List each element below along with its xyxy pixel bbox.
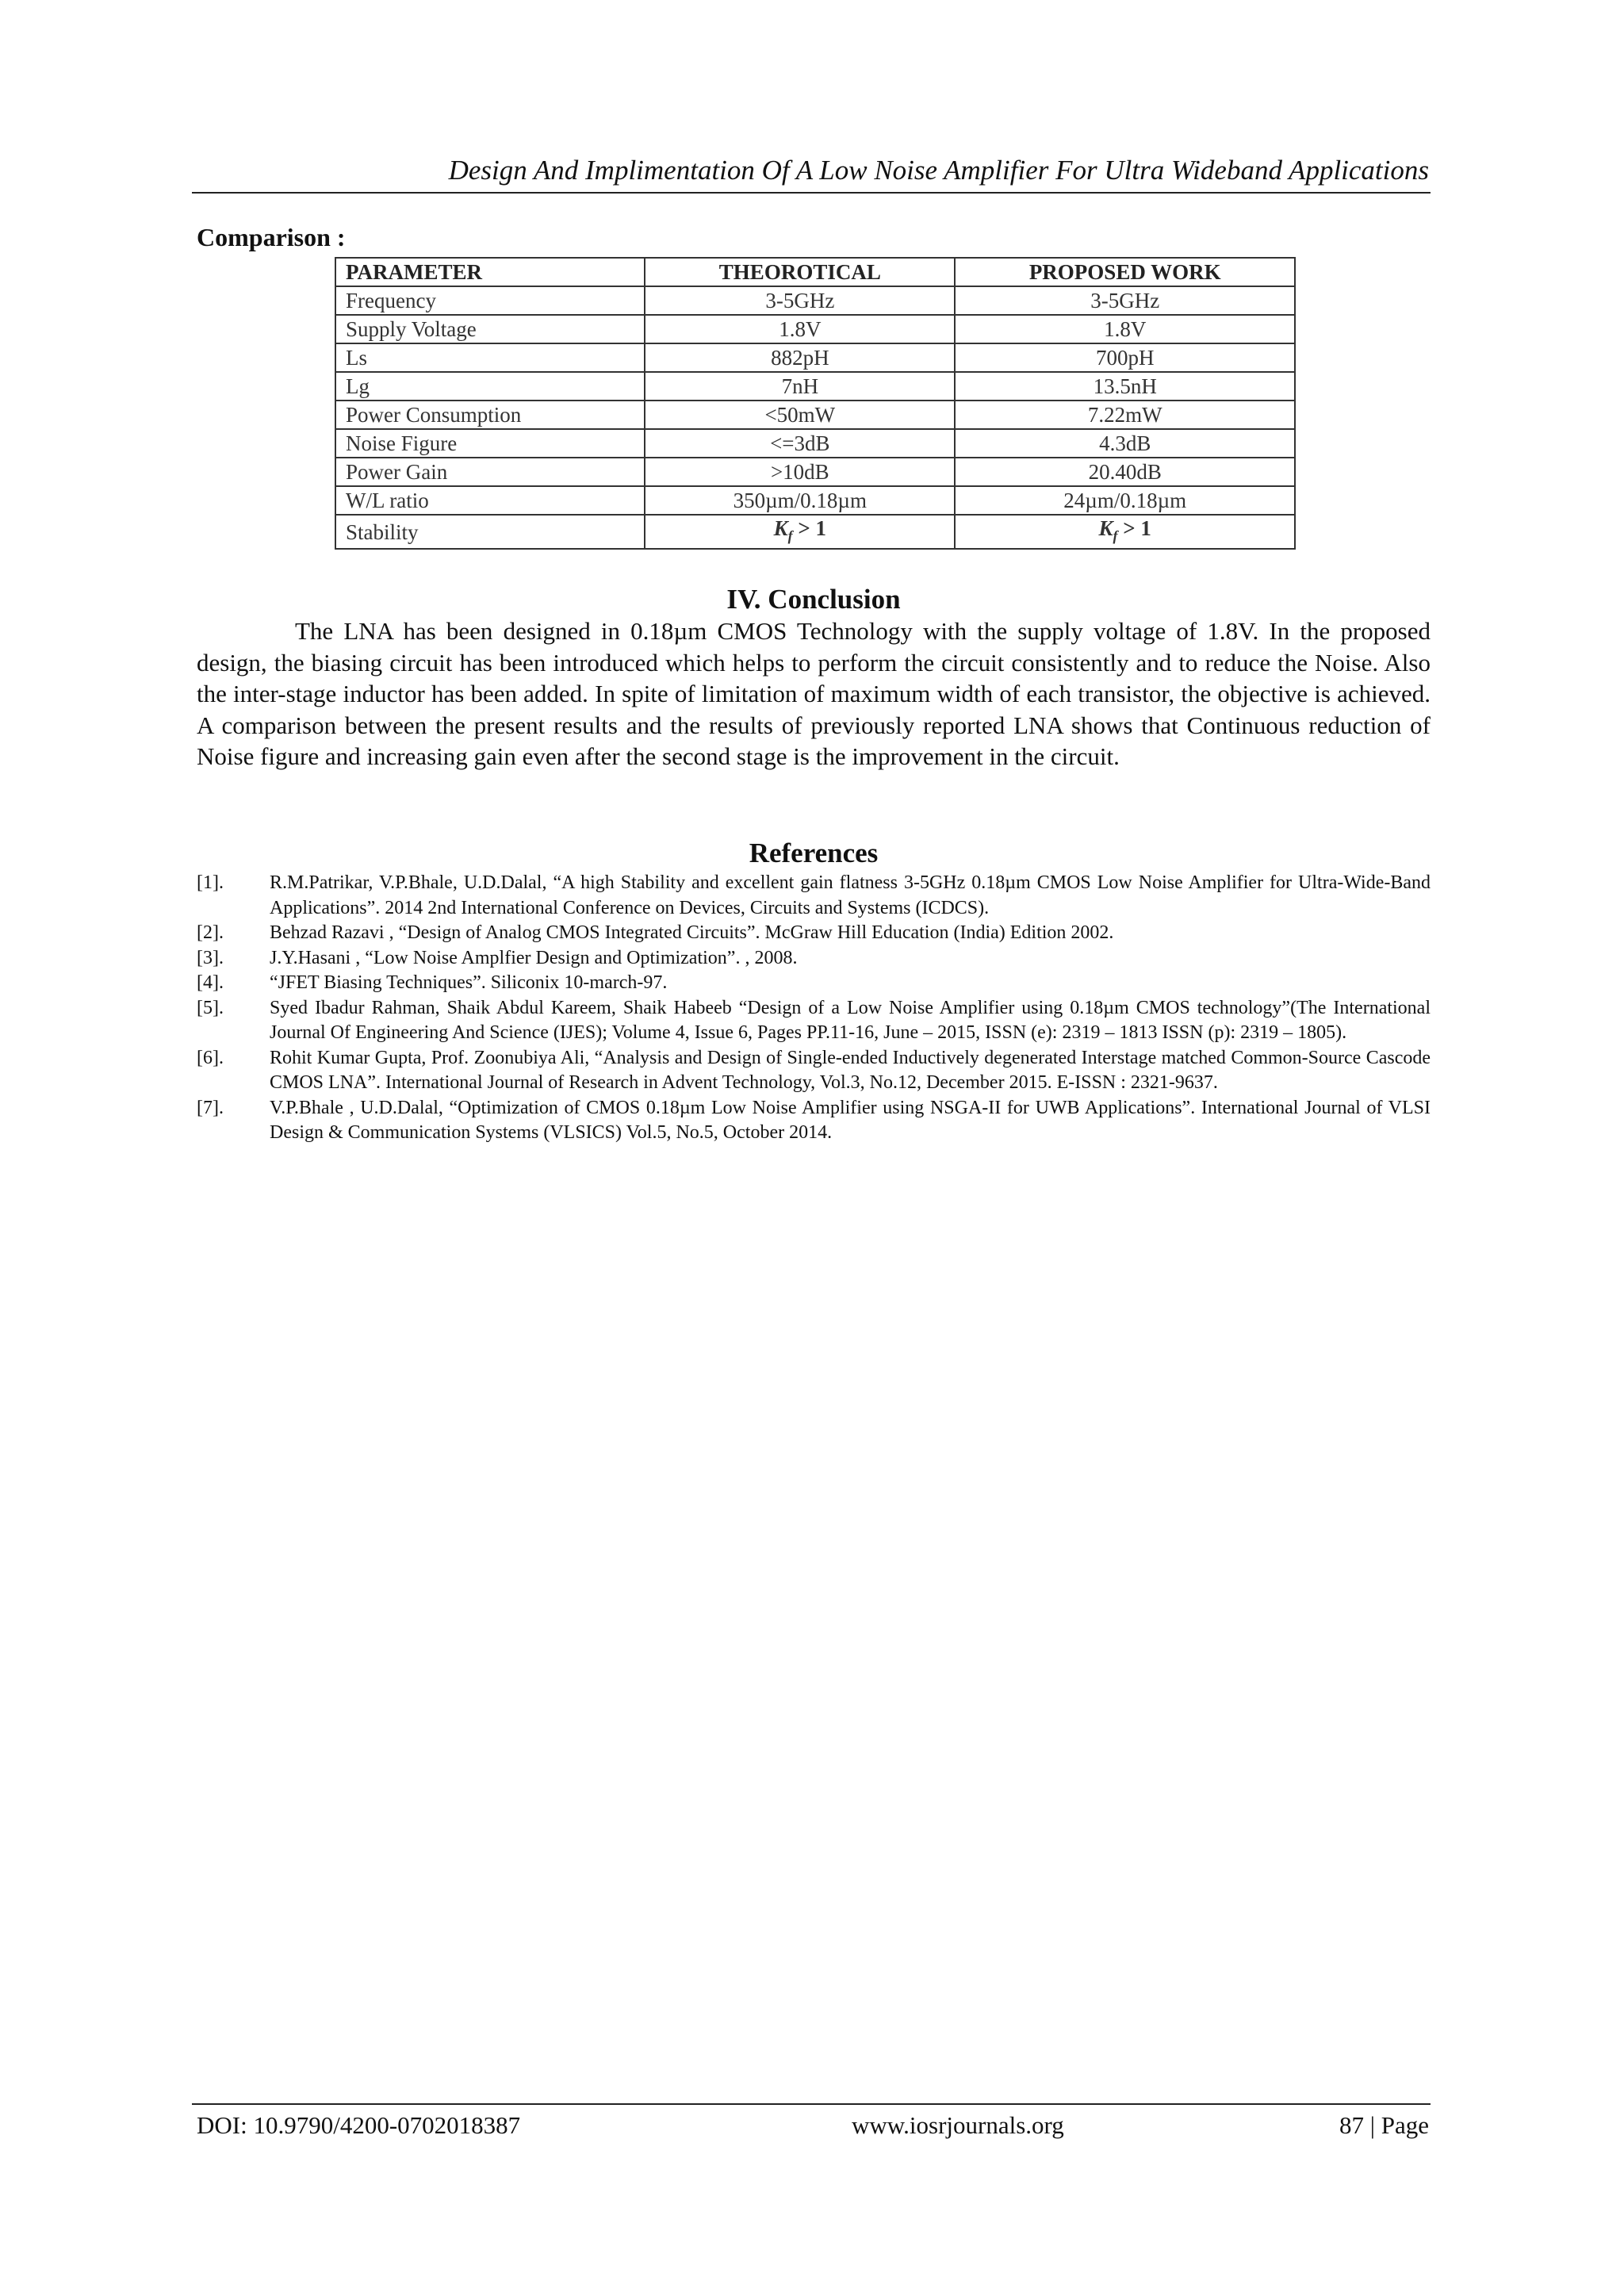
table-cell: Noise Figure xyxy=(335,429,645,458)
stability-proposed-cell xyxy=(955,515,1295,549)
footer-rule xyxy=(192,2103,1431,2105)
reference-text: Syed Ibadur Rahman, Shaik Abdul Kareem, Shaik Habeeb “Design of a Low Noise Amplifier using 0.18µm CMOS technology”(The International Journal Of Engineering And Science (IJES); Volume 4, Issue 6, Pages PP.11-16, June – 2015, ISSN (e): 2319 – 1813 ISSN (p): 2319 – 1805). xyxy=(270,997,1431,1043)
footer-website: www.iosrjournals.org xyxy=(852,2111,1064,2139)
reference-text: V.P.Bhale , U.D.Dalal, “Optimization of CMOS 0.18µm Low Noise Amplifier using NSGA-II for UWB Applications”. International Journal of VLSI Design & Communication Systems (VLSICS) Vol.5, No.5, October 2014. xyxy=(270,1097,1431,1143)
table-row xyxy=(335,429,1295,458)
header-rule xyxy=(192,192,1431,194)
table-cell: Frequency xyxy=(335,286,645,315)
reference-number: [7]. xyxy=(197,1097,224,1118)
stability-theoretical-cell xyxy=(645,515,955,549)
reference-item xyxy=(197,971,1431,996)
conclusion-paragraph: The LNA has been designed in 0.18µm CMOS Technology with the supply voltage of 1.8V. In the proposed design, the biasing circuit has been introduced which helps to perform the circuit consistently and to reduce the Noise. Also the inter-stage inductor has been added. In spite of limitation of maximum width of each transistor, the objective is achieved. A comparison between the present results and the results of previously reported LNA shows that Continuous reduction of Noise figure and increasing gain even after the second stage is the improvement in the circuit. xyxy=(197,617,1431,770)
table-cell: 882pH xyxy=(645,343,955,372)
reference-item xyxy=(197,946,1431,972)
comparison-label: Comparison : xyxy=(197,223,346,251)
table-cell: 24µm/0.18µm xyxy=(955,486,1295,515)
table-cell: Power Gain xyxy=(335,458,645,486)
reference-text: Behzad Razavi , “Design of Analog CMOS Integrated Circuits”. McGraw Hill Education (India) Edition 2002. xyxy=(270,922,1114,943)
table-cell: 13.5nH xyxy=(955,372,1295,401)
table-row xyxy=(335,486,1295,515)
table-row xyxy=(335,372,1295,401)
table-cell: Stability xyxy=(335,515,645,549)
reference-number: [1]. xyxy=(197,872,224,893)
footer-doi: DOI: 10.9790/4200-0702018387 xyxy=(197,2111,521,2139)
column-header: THEOROTICAL xyxy=(645,258,955,286)
table-cell: 700pH xyxy=(955,343,1295,372)
stability-relation: > 1 xyxy=(792,516,827,540)
reference-number: [4]. xyxy=(197,972,224,993)
table-cell: W/L ratio xyxy=(335,486,645,515)
reference-item xyxy=(197,1046,1431,1096)
reference-item xyxy=(197,1096,1431,1146)
table-cell: 20.40dB xyxy=(955,458,1295,486)
table-cell: 1.8V xyxy=(955,315,1295,343)
reference-text: “JFET Biasing Techniques”. Siliconix 10-march-97. xyxy=(270,972,668,993)
conclusion-heading: IV. Conclusion xyxy=(726,584,901,615)
table-cell: 3-5GHz xyxy=(645,286,955,315)
table-cell: 3-5GHz xyxy=(955,286,1295,315)
table-cell: Lg xyxy=(335,372,645,401)
reference-text: Rohit Kumar Gupta, Prof. Zoonubiya Ali, “Analysis and Design of Single-ended Inductively degenerated Interstage matched Common-Source Cascode CMOS LNA”. International Journal of Research in Advent Technology, Vol.3, No.12, December 2015. E-ISSN : 2321-9637. xyxy=(270,1047,1431,1093)
table-row xyxy=(335,401,1295,429)
table-row xyxy=(335,343,1295,372)
reference-number: [6]. xyxy=(197,1047,224,1068)
table-cell: 350µm/0.18µm xyxy=(645,486,955,515)
reference-item xyxy=(197,996,1431,1046)
stability-symbol: $K_f$ xyxy=(1098,516,1118,544)
table-cell: 7.22mW xyxy=(955,401,1295,429)
stability-symbol: $K_f$ xyxy=(773,516,793,544)
comparison-table xyxy=(335,257,1296,550)
footer-page-number: 87 | Page xyxy=(1339,2111,1429,2139)
table-cell: >10dB xyxy=(645,458,955,486)
reference-number: [2]. xyxy=(197,922,224,943)
reference-item xyxy=(197,871,1431,921)
table-cell: Power Consumption xyxy=(335,401,645,429)
table-cell: 4.3dB xyxy=(955,429,1295,458)
running-header: Design And Implimentation Of A Low Noise Amplifier For Ultra Wideband Applications xyxy=(448,155,1429,186)
reference-number: [3]. xyxy=(197,947,224,968)
column-header: PROPOSED WORK xyxy=(955,258,1295,286)
table-cell: Supply Voltage xyxy=(335,315,645,343)
table-cell: <50mW xyxy=(645,401,955,429)
table-cell: 1.8V xyxy=(645,315,955,343)
stability-relation: > 1 xyxy=(1117,516,1151,540)
table-cell: Ls xyxy=(335,343,645,372)
table-header-row xyxy=(335,258,1295,286)
reference-text: J.Y.Hasani , “Low Noise Amplfier Design and Optimization”. , 2008. xyxy=(270,947,798,968)
references-heading: References xyxy=(749,838,879,868)
reference-number: [5]. xyxy=(197,997,224,1018)
table-row xyxy=(335,458,1295,486)
table-cell: 7nH xyxy=(645,372,955,401)
reference-item xyxy=(197,921,1431,946)
reference-text: R.M.Patrikar, V.P.Bhale, U.D.Dalal, “A high Stability and excellent gain flatness 3-5GHz 0.18µm CMOS Low Noise Amplifier for Ultra-Wide-Band Applications”. 2014 2nd International Conference on Devices, Circuits and Systems (ICDCS). xyxy=(270,872,1431,918)
table-row xyxy=(335,315,1295,343)
table-cell: <=3dB xyxy=(645,429,955,458)
table-row xyxy=(335,515,1295,549)
table-row xyxy=(335,286,1295,315)
reference-list xyxy=(197,871,1431,1146)
column-header: PARAMETER xyxy=(335,258,645,286)
